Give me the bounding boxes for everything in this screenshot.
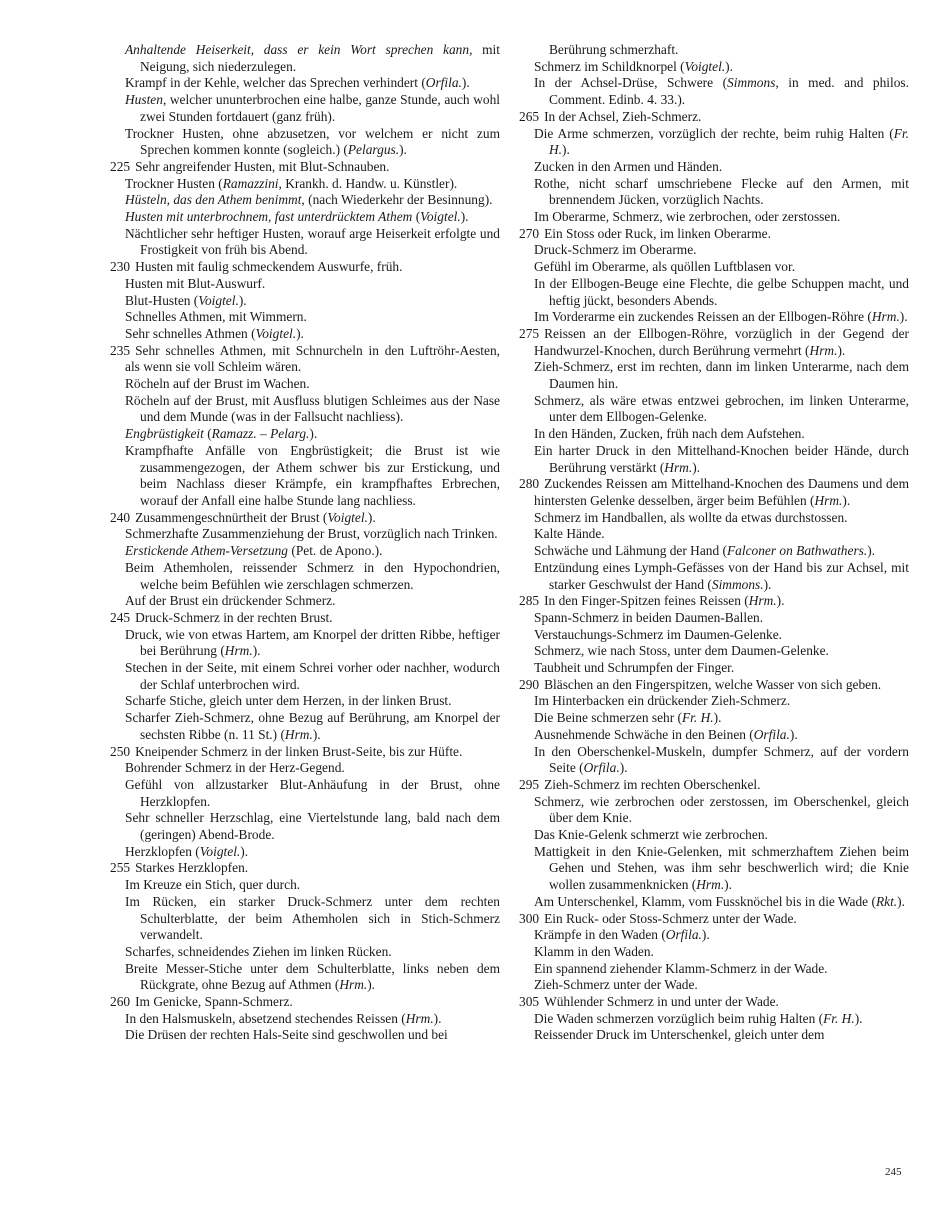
entry-number: 285 (519, 593, 540, 609)
symptom-entry (110, 593, 500, 610)
symptom-entry (519, 209, 909, 226)
entry-text: Trockner Husten, ohne abzusetzen, vor welchem er nicht zum Sprechen kommen konnte (sogleich.) (Pelargus.). (125, 125, 500, 158)
entry-text: In den Händen, Zucken, früh nach dem Aufstehen. (534, 426, 805, 442)
entry-text: Erstickende Athem-Versetzung (Pet. de Apono.). (125, 543, 383, 559)
entry-text: ​Wühlender Schmerz in und unter der Wade. (544, 994, 779, 1010)
entry-text: Hüsteln, das den Athem benimmt, (nach Wiederkehr der Besinnung). (125, 192, 493, 208)
symptom-entry (519, 593, 909, 610)
symptom-entry (519, 1011, 909, 1028)
symptom-entry (110, 961, 500, 994)
entry-text: Sehr schnelles Athmen (Voigtel.). (125, 325, 304, 341)
entry-text: Scharfe Stiche, gleich unter dem Herzen, in der linken Brust. (125, 693, 452, 709)
entry-text: Spann-Schmerz in beiden Daumen-Ballen. (534, 609, 764, 625)
entry-number: 235 (110, 342, 131, 358)
entry-text: ​Ein Ruck- oder Stoss-Schmerz unter der Wade. (544, 910, 797, 926)
entry-number: 240 (110, 509, 131, 525)
symptom-entry (110, 443, 500, 510)
entry-text: Schmerz im Schildknorpel (Voigtel.). (534, 58, 733, 74)
symptom-entry (519, 794, 909, 827)
symptom-entry (110, 343, 500, 376)
entry-text: Gefühl von allzustarker Blut-Anhäufung in der Brust, ohne Herzklopfen. (125, 776, 500, 809)
entry-text: Schnelles Athmen, mit Wimmern. (125, 309, 307, 325)
entry-number: 295 (519, 776, 540, 792)
symptom-entry (110, 426, 500, 443)
symptom-entry (519, 326, 909, 359)
entry-text: ​Sehr schnelles Athmen, mit Schnurcheln in den Luftröhr-Aesten, als wenn sie voll Schleim wären. (125, 342, 500, 375)
symptom-entry (519, 426, 909, 443)
symptom-entry (110, 309, 500, 326)
entry-text: Schmerzhafte Zusammenziehung der Brust, vorzüglich nach Trinken. (125, 526, 498, 542)
symptom-entry (519, 643, 909, 660)
entry-text: Beim Athemholen, reissender Schmerz in den Hypochondrien, welche beim Befühlen wie zerschlagen schmerzen. (125, 559, 500, 592)
entry-text: Ein spannend ziehender Klamm-Schmerz in der Wade. (534, 960, 828, 976)
symptom-entry (519, 543, 909, 560)
entry-text: Breite Messer-Stiche unter dem Schulterblatte, links neben dem Rückgrate, ohne Bezug auf Athmen (Hrm.). (125, 960, 500, 993)
entry-number: 245 (110, 609, 131, 625)
entry-text: Husten, welcher ununterbrochen eine halbe, ganze Stunde, auch wohl zwei Stunden fortdauert (ganz früh). (125, 92, 500, 124)
entry-number: 230 (110, 259, 131, 275)
symptom-entry (519, 510, 909, 527)
entry-text: Die Arme schmerzen, vorzüglich der rechte, beim ruhig Halten (Fr. H.). (534, 125, 909, 158)
entry-number: 270 (519, 225, 540, 241)
symptom-entry (519, 994, 909, 1011)
entry-number: 300 (519, 910, 540, 926)
entry-text: Sehr schneller Herzschlag, eine Viertelstunde lang, bald nach dem (geringen) Abend-Brode. (125, 810, 500, 843)
entry-text: Nächtlicher sehr heftiger Husten, worauf arge Heiserkeit erfolgte und Frostigkeit von früh bis Abend. (125, 225, 500, 258)
symptom-entry (110, 526, 500, 543)
symptom-entry (110, 75, 500, 92)
symptom-entry (519, 242, 909, 259)
entry-text: Druck-Schmerz im Oberarme. (534, 242, 697, 258)
entry-text: Scharfes, schneidendes Ziehen im linken Rücken. (125, 943, 392, 959)
symptom-entry (110, 92, 500, 125)
symptom-entry (110, 543, 500, 560)
symptom-entry (519, 610, 909, 627)
entry-text: Stechen in der Seite, mit einem Schrei vorher oder nachher, wodurch der Schlaf unterbrochen wird. (125, 660, 500, 692)
entry-number: 275 (519, 325, 540, 341)
symptom-entry (110, 276, 500, 293)
symptom-entry (110, 1011, 500, 1028)
entry-text: ​Zuckendes Reissen am Mittelhand-Knochen des Daumens und dem hintersten Gelenke desselben, ärger beim Befühlen (Hrm.). (534, 476, 909, 508)
symptom-entry (110, 510, 500, 527)
symptom-entry (519, 526, 909, 543)
symptom-entry (519, 75, 909, 108)
entry-text: Am Unterschenkel, Klamm, vom Fussknöchel bis in die Wade (Rkt.). (534, 893, 905, 909)
entry-text: Krampfhafte Anfälle von Engbrüstigkeit; die Brust ist wie zusammengezogen, der Athem schwer bis zur Erstickung, und beim Nachlass dieser Krämpfe, ein krampfhaftes Erbrechen, worauf der Anfall eine halbe Stunde lang nachliess. (125, 442, 500, 508)
symptom-entry (519, 126, 909, 159)
right-column (519, 42, 909, 1044)
symptom-entry (110, 42, 500, 75)
symptom-entry (519, 827, 909, 844)
entry-text: ​In der Achsel, Zieh-Schmerz. (544, 108, 702, 124)
symptom-entry (110, 994, 500, 1011)
symptom-entry (110, 693, 500, 710)
symptom-entry (519, 894, 909, 911)
symptom-entry (110, 744, 500, 761)
symptom-entry (519, 159, 909, 176)
entry-text: Engbrüstigkeit (Ramazz. – Pelarg.). (125, 426, 318, 442)
entry-text: Trockner Husten (Ramazzini, Krankh. d. Handw. u. Künstler). (125, 175, 458, 191)
symptom-entry (110, 1027, 500, 1044)
symptom-entry (519, 226, 909, 243)
symptom-entry (519, 927, 909, 944)
entry-text: Zieh-Schmerz, erst im rechten, dann im linken Unterarme, nach dem Daumen hin. (534, 359, 909, 392)
entry-text: Schmerz, wie nach Stoss, unter dem Daumen-Gelenke. (534, 643, 829, 659)
symptom-entry (519, 59, 909, 76)
symptom-entry (519, 476, 909, 509)
symptom-entry (110, 810, 500, 843)
entry-text: Im Oberarme, Schmerz, wie zerbrochen, oder zerstossen. (534, 209, 841, 225)
symptom-entry (519, 309, 909, 326)
entry-text: Husten mit Blut-Auswurf. (125, 275, 266, 291)
entry-text: In den Oberschenkel-Muskeln, dumpfer Schmerz, auf der vordern Seite (Orfila.). (534, 743, 909, 776)
entry-text: Rothe, nicht scharf umschriebene Flecke auf den Armen, mit brennendem Jücken, vorzüglich Nachts. (534, 175, 909, 208)
symptom-entry (519, 42, 909, 59)
entry-text: Anhaltende Heiserkeit, dass er kein Wort sprechen kann, mit Neigung, sich niederzulegen. (125, 42, 500, 74)
symptom-entry (110, 376, 500, 393)
symptom-entry (519, 443, 909, 476)
symptom-entry (110, 760, 500, 777)
symptom-entry (519, 176, 909, 209)
entry-text: Zucken in den Armen und Händen. (534, 158, 723, 174)
entry-text: In der Achsel-Drüse, Schwere (Simmons, in med. and philos. Comment. Edinb. 4. 33.). (534, 75, 909, 108)
entry-number: 265 (519, 108, 540, 124)
entry-text: Scharfer Zieh-Schmerz, ohne Bezug auf Berührung, am Knorpel der sechsten Ribbe (n. 11 St.) (Hrm.). (125, 710, 500, 742)
symptom-entry (519, 727, 909, 744)
symptom-entry (110, 560, 500, 593)
symptom-entry (519, 660, 909, 677)
symptom-entry (519, 710, 909, 727)
entry-number: 280 (519, 476, 540, 492)
entry-text: Mattigkeit in den Knie-Gelenken, mit schmerzhaftem Ziehen beim Gehen und Stehen, was ihm sehr beschwerlich wird; die Knie wollen zusammenknicken (Hrm.). (534, 843, 909, 893)
page-number: 245 (885, 1166, 902, 1178)
entry-text: Im Vorderarme ein zuckendes Reissen an der Ellbogen-Röhre (Hrm.). (534, 309, 908, 325)
symptom-entry (110, 860, 500, 877)
symptom-entry (110, 660, 500, 693)
entry-text: Schwäche und Lähmung der Hand (Falconer on Bathwathers.). (534, 543, 876, 559)
entry-text: Schmerz im Handballen, als wollte da etwas durchstossen. (534, 509, 848, 525)
symptom-entry (110, 944, 500, 961)
symptom-entry (110, 326, 500, 343)
symptom-entry (110, 610, 500, 627)
entry-text: ​Starkes Herzklopfen. (135, 860, 249, 876)
entry-text: Schmerz, als wäre etwas entzwei gebrochen, im linken Unterarme, unter dem Ellbogen-Gelenke. (534, 392, 909, 425)
symptom-entry (519, 109, 909, 126)
entry-text: Im Kreuze ein Stich, quer durch. (125, 877, 301, 893)
entry-text: ​Druck-Schmerz in der rechten Brust. (135, 609, 333, 625)
entry-text: In den Halsmuskeln, absetzend stechendes Reissen (Hrm.). (125, 1010, 442, 1026)
entry-text: Im Rücken, ein starker Druck-Schmerz unter dem rechten Schulterblatte, der beim Athemholen sich in Stich-Schmerz verwandelt. (125, 893, 500, 943)
symptom-entry (519, 744, 909, 777)
entry-number: 255 (110, 860, 131, 876)
symptom-entry (519, 977, 909, 994)
entry-text: Die Beine schmerzen sehr (Fr. H.). (534, 710, 722, 726)
entry-number: 260 (110, 994, 131, 1010)
entry-text: Röcheln auf der Brust im Wachen. (125, 376, 310, 392)
entry-text: Entzündung eines Lymph-Gefässes von der Hand bis zur Achsel, mit starker Geschwulst der Hand (Simmons.). (534, 559, 909, 592)
symptom-entry (519, 627, 909, 644)
entry-text: Kalte Hände. (534, 526, 605, 542)
symptom-entry (110, 894, 500, 944)
entry-text: Schmerz, wie zerbrochen oder zerstossen, im Oberschenkel, gleich über dem Knie. (534, 793, 909, 826)
entry-text: Verstauchungs-Schmerz im Daumen-Gelenke. (534, 626, 783, 642)
entry-text: Reissender Druck im Unterschenkel, gleich unter dem (534, 1027, 825, 1043)
symptom-entry (110, 777, 500, 810)
entry-number: 225 (110, 158, 131, 174)
symptom-entry (110, 176, 500, 193)
entry-text: Taubheit und Schrumpfen der Finger. (534, 660, 735, 676)
symptom-entry (110, 627, 500, 660)
entry-text: Röcheln auf der Brust, mit Ausfluss blutigen Schleimes aus der Nase und dem Munde (was in der Fallsucht nachliess). (125, 392, 500, 425)
symptom-entry (519, 693, 909, 710)
entry-text: Gefühl im Oberarme, als quöllen Luftblasen vor. (534, 259, 796, 275)
entry-text: Ausnehmende Schwäche in den Beinen (Orfila.). (534, 726, 798, 742)
left-column (110, 42, 500, 1044)
symptom-entry (110, 393, 500, 426)
symptom-entry (519, 844, 909, 894)
entry-text: Berührung schmerzhaft. (549, 42, 679, 57)
entry-text: Zieh-Schmerz unter der Wade. (534, 977, 698, 993)
entry-text: Krampf in der Kehle, welcher das Sprechen verhindert (Orfila.). (125, 75, 470, 91)
symptom-entry (110, 226, 500, 259)
entry-text: Die Waden schmerzen vorzüglich beim ruhig Halten (Fr. H.). (534, 1010, 863, 1026)
symptom-entry (519, 677, 909, 694)
entry-text: Blut-Husten (Voigtel.). (125, 292, 247, 308)
entry-text: ​Sehr angreifender Husten, mit Blut-Schnauben. (135, 158, 390, 174)
symptom-entry (519, 259, 909, 276)
entry-text: Auf der Brust ein drückender Schmerz. (125, 593, 336, 609)
entry-text: ​Reissen an der Ellbogen-Röhre, vorzüglich in der Gegend der Handwurzel-Knochen, durch Berührung vermehrt (Hrm.). (534, 325, 909, 358)
entry-text: ​Im Genicke, Spann-Schmerz. (135, 994, 293, 1010)
symptom-entry (519, 777, 909, 794)
symptom-entry (110, 209, 500, 226)
entry-text: Bohrender Schmerz in der Herz-Gegend. (125, 760, 345, 776)
symptom-entry (519, 560, 909, 593)
symptom-entry (519, 911, 909, 928)
entry-text: Druck, wie von etwas Hartem, am Knorpel der dritten Ribbe, heftiger bei Berührung (Hrm.). (125, 626, 500, 659)
symptom-entry (110, 259, 500, 276)
entry-text: Husten mit unterbrochnem, fast unterdrücktem Athem (Voigtel.). (125, 209, 469, 225)
entry-text: ​Kneipender Schmerz in der linken Brust-Seite, bis zur Hüfte. (135, 743, 463, 759)
symptom-entry (110, 710, 500, 743)
entry-text: ​Husten mit faulig schmeckendem Auswurfe, früh. (135, 259, 403, 275)
symptom-entry (519, 359, 909, 392)
entry-text: Das Knie-Gelenk schmerzt wie zerbrochen. (534, 827, 768, 843)
entry-number: 290 (519, 676, 540, 692)
entry-text: Im Hinterbacken ein drückender Zieh-Schmerz. (534, 693, 791, 709)
entry-text: ​Ein Stoss oder Ruck, im linken Oberarme. (544, 225, 771, 241)
symptom-entry (110, 844, 500, 861)
symptom-entry (519, 276, 909, 309)
entry-text: Krämpfe in den Waden (Orfila.). (534, 927, 710, 943)
entry-text: Ein harter Druck in den Mittelhand-Knochen beider Hände, durch Berührung verstärkt (Hrm.). (534, 442, 909, 475)
entry-text: ​Zieh-Schmerz im rechten Oberschenkel. (544, 776, 761, 792)
entry-text: Klamm in den Waden. (534, 943, 654, 959)
symptom-entry (110, 126, 500, 159)
symptom-entry (519, 961, 909, 978)
symptom-entry (110, 293, 500, 310)
symptom-entry (519, 1027, 909, 1044)
entry-number: 250 (110, 743, 131, 759)
entry-text: In der Ellbogen-Beuge eine Flechte, die gelbe Schuppen macht, und heftig jückt, besonders Abends. (534, 275, 909, 308)
symptom-entry (519, 393, 909, 426)
symptom-entry (110, 192, 500, 209)
entry-text: ​In den Finger-Spitzen feines Reissen (Hrm.). (544, 593, 785, 609)
entry-text: ​Bläschen an den Fingerspitzen, welche Wasser von sich geben. (544, 676, 882, 692)
symptom-entry (110, 877, 500, 894)
symptom-entry (110, 159, 500, 176)
entry-text: Die Drüsen der rechten Hals-Seite sind geschwollen und bei (125, 1027, 448, 1043)
entry-text: ​Zusammengeschnürtheit der Brust (Voigtel.). (135, 509, 376, 525)
entry-text: Herzklopfen (Voigtel.). (125, 843, 249, 859)
entry-number: 305 (519, 994, 540, 1010)
symptom-entry (519, 944, 909, 961)
